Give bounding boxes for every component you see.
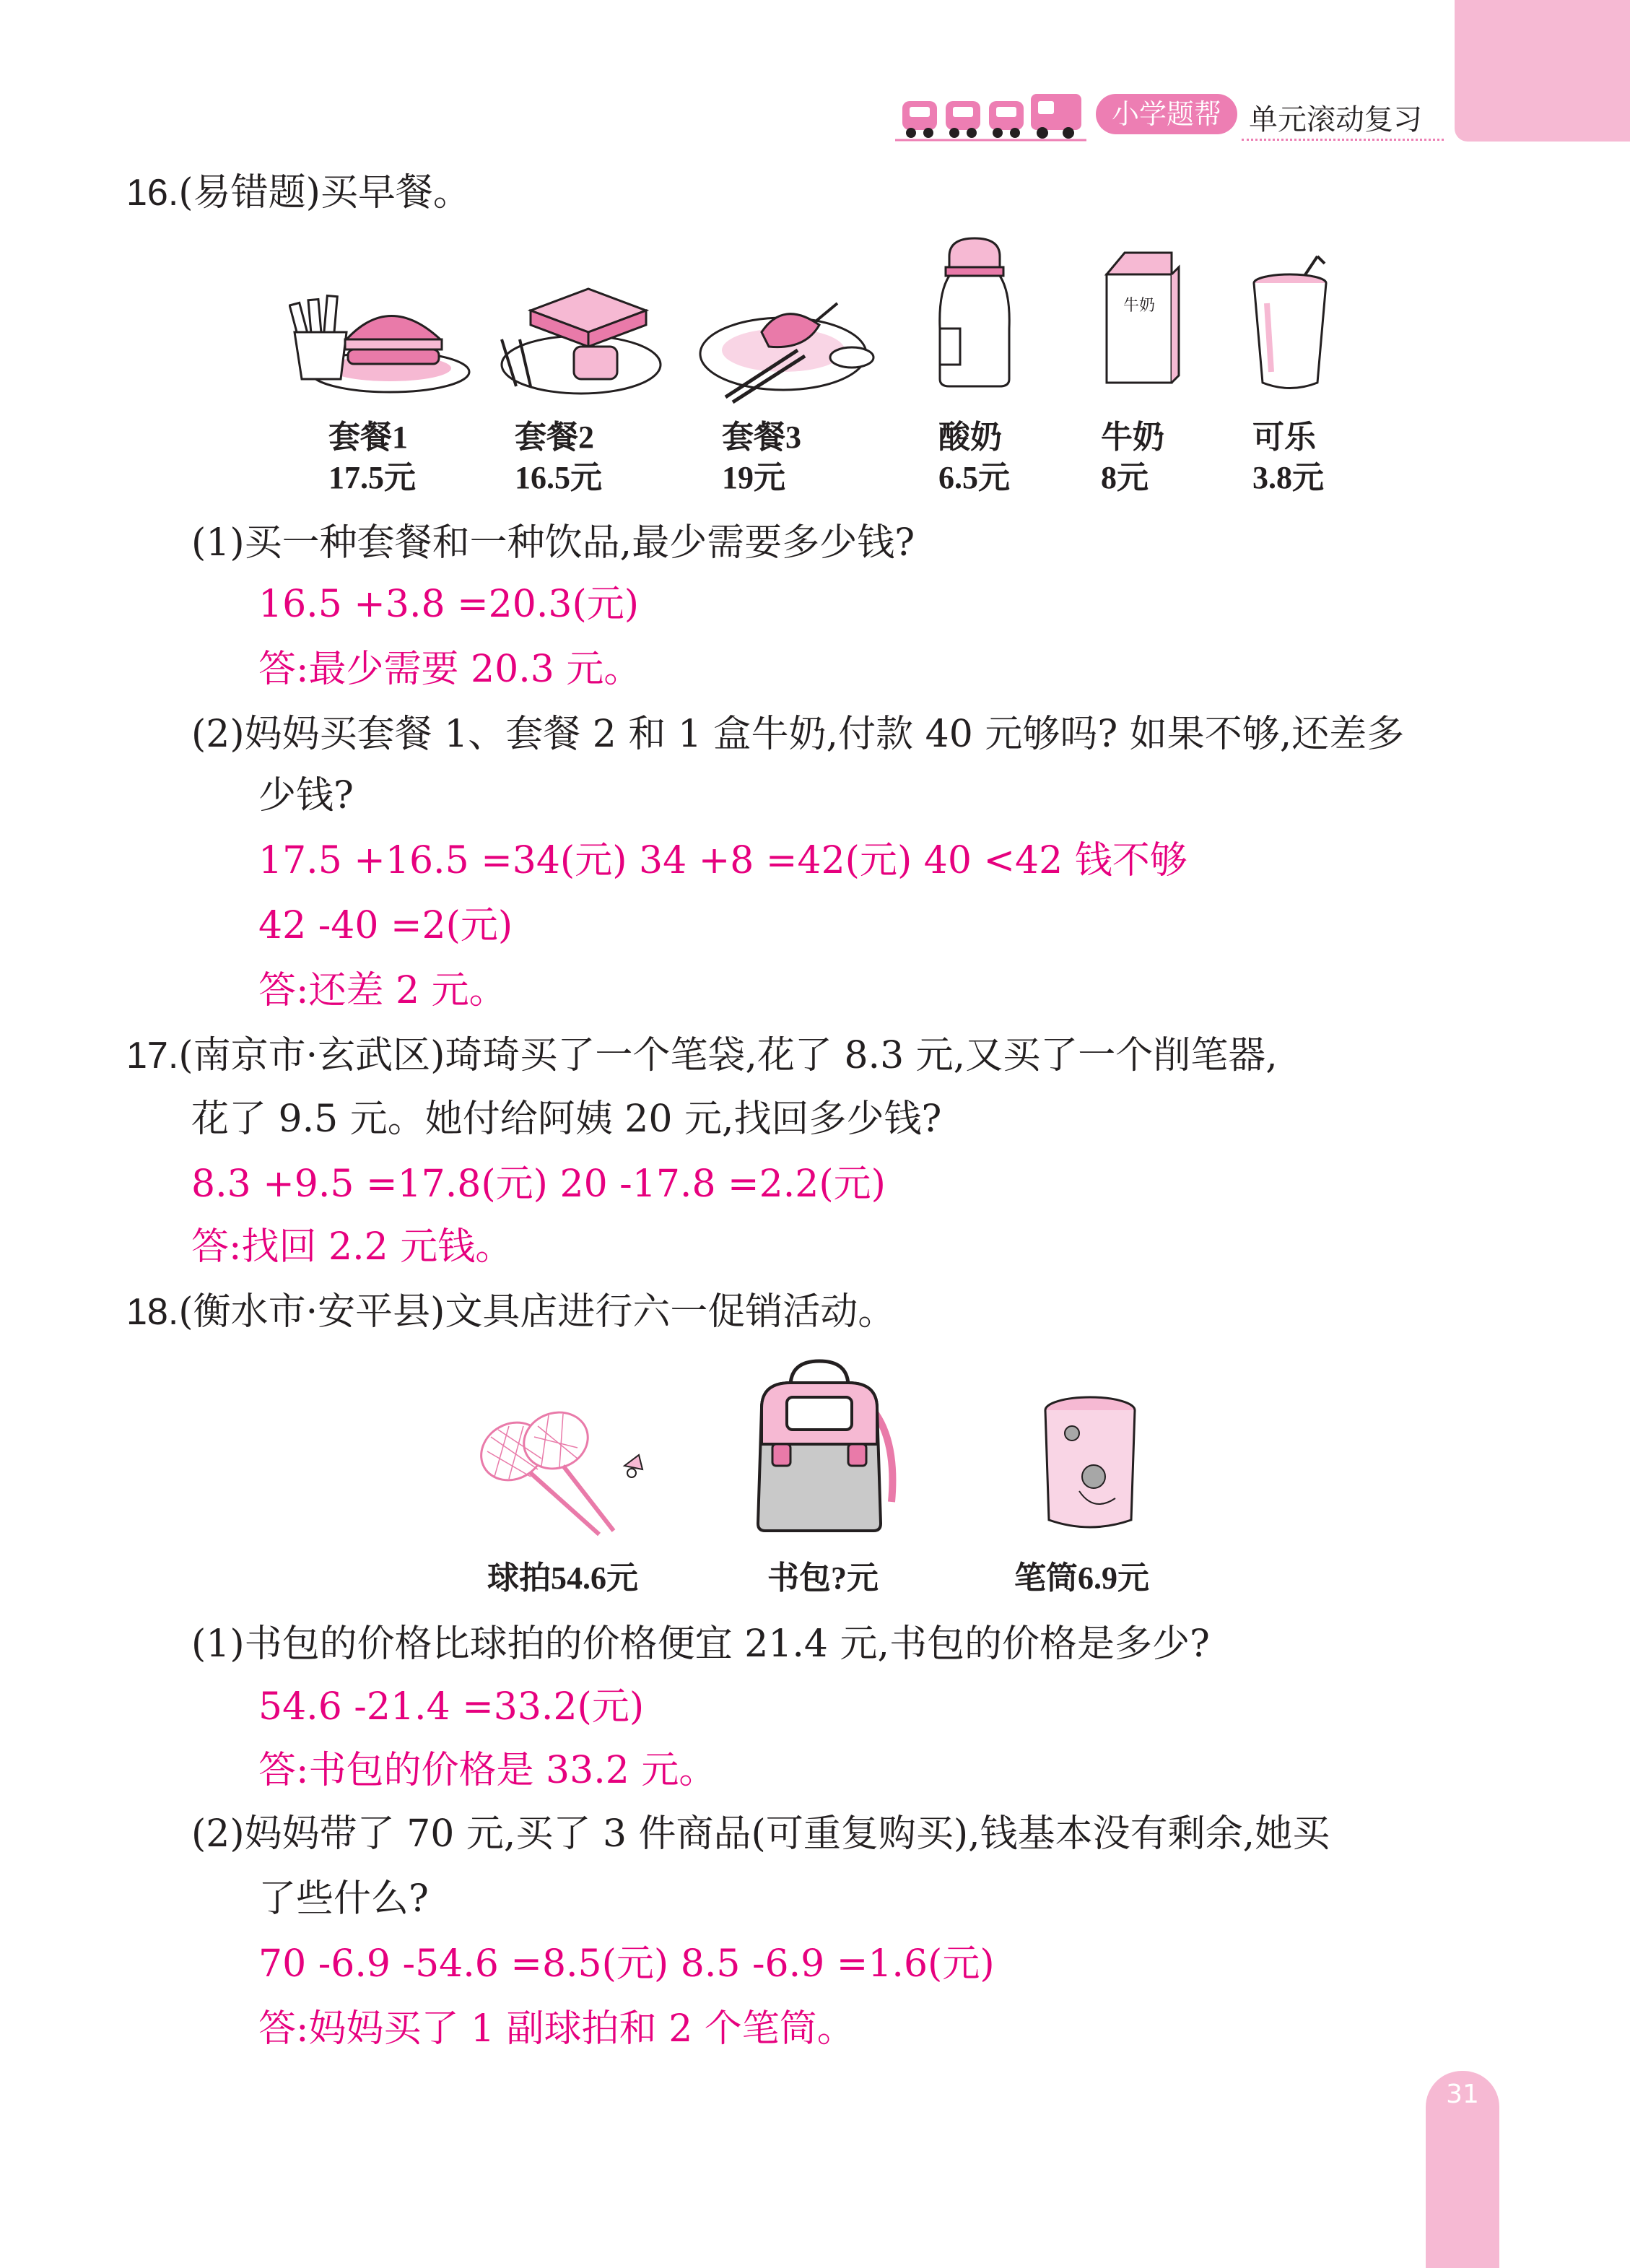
q18-part2-line1: (2)妈妈带了 70 元,买了 3 件商品(可重复购买),钱基本没有剩余,她买 — [191, 1812, 1330, 1856]
q18-stem-text: (衡水市·安平县)文具店进行六一促销活动。 — [178, 1290, 896, 1334]
header-banner — [895, 88, 1458, 146]
q18-part1-answer: 答:书包的价格是 33.2 元。 — [258, 1749, 717, 1792]
pen-holder-icon — [1036, 1390, 1144, 1534]
q16-part1-answer: 答:最少需要 20.3 元。 — [258, 648, 642, 691]
menu-label-4: 牛奶 8元 — [1101, 420, 1164, 495]
corner-tab — [1455, 0, 1630, 142]
q16-part2-answer: 答:还差 2 元。 — [258, 969, 507, 1012]
badminton-rackets-icon — [469, 1408, 664, 1538]
q16-part1-calc: 16.5 +3.8 =20.3(元) — [258, 583, 640, 626]
page-number: 31 — [1446, 2080, 1479, 2109]
chicken-meal-icon — [697, 271, 884, 408]
header-subtitle: 单元滚动复习 — [1249, 103, 1422, 136]
svg-text:牛奶: 牛奶 — [1123, 297, 1156, 315]
q17-calc: 8.3 +9.5 =17.8(元) 20 -17.8 =2.2(元) — [191, 1163, 886, 1206]
q18-part2-answer: 答:妈妈买了 1 副球拍和 2 个笔筒。 — [258, 2007, 855, 2051]
q18-part2-calc: 70 -6.9 -54.6 =8.5(元) 8.5 -6.9 =1.6(元) — [258, 1942, 995, 1986]
backpack-icon — [747, 1357, 913, 1538]
q18-stem — [126, 1289, 895, 1335]
q17-line2: 花了 9.5 元。她付给阿姨 20 元,找回多少钱? — [191, 1098, 942, 1141]
q16-stem-text: (易错题)买早餐。 — [178, 171, 471, 214]
cola-cup-icon — [1245, 253, 1339, 397]
q16-part1: (1)买一种套餐和一种饮品,最少需要多少钱? — [191, 521, 915, 565]
q16-number: 16. — [126, 172, 179, 214]
q17-number: 17. — [126, 1035, 179, 1077]
milk-carton-icon — [1096, 246, 1182, 390]
menu-label-1: 套餐2 16.5元 — [515, 420, 602, 495]
q16-part2-line1: (2)妈妈买套餐 1、套餐 2 和 1 盒牛奶,付款 40 元够吗? 如果不够,还差多 — [191, 713, 1405, 756]
stationery-label-1: 书包?元 — [767, 1560, 879, 1596]
menu-label-3: 酸奶 6.5元 — [938, 420, 1010, 495]
q16-part2-line2: 少钱? — [258, 774, 354, 817]
brand-tag: 小学题帮 — [1096, 94, 1237, 134]
q18-number: 18. — [126, 1291, 179, 1333]
q16-part2-calc1: 17.5 +16.5 =34(元) 34 +8 =42(元) 40 <42 钱不够 — [258, 839, 1187, 882]
stationery-label-0: 球拍54.6元 — [487, 1560, 638, 1596]
menu-label-0: 套餐1 17.5元 — [328, 420, 416, 495]
q17-answer: 答:找回 2.2 元钱。 — [191, 1225, 513, 1269]
bread-meal-icon — [487, 260, 668, 397]
q16-stem — [126, 170, 471, 216]
menu-label-5: 可乐 3.8元 — [1252, 420, 1324, 495]
stationery-label-2: 笔筒6.9元 — [1014, 1560, 1149, 1596]
q18-part1: (1)书包的价格比球拍的价格便宜 21.4 元,书包的价格是多少? — [191, 1622, 1210, 1666]
burger-meal-icon — [289, 260, 476, 397]
train-icon — [895, 88, 1090, 146]
header-underline — [1242, 139, 1444, 141]
q18-part1-calc: 54.6 -21.4 =33.2(元) — [258, 1685, 645, 1729]
menu-label-2: 套餐3 19元 — [722, 420, 801, 495]
q17-line1 — [126, 1033, 1278, 1079]
q18-part2-line2: 了些什么? — [258, 1877, 429, 1921]
yogurt-bottle-icon — [931, 235, 1018, 394]
q16-part2-calc2: 42 -40 =2(元) — [258, 904, 513, 947]
q17-line1-text: (南京市·玄武区)琦琦买了一个笔袋,花了 8.3 元,又买了一个削笔器, — [178, 1034, 1278, 1077]
